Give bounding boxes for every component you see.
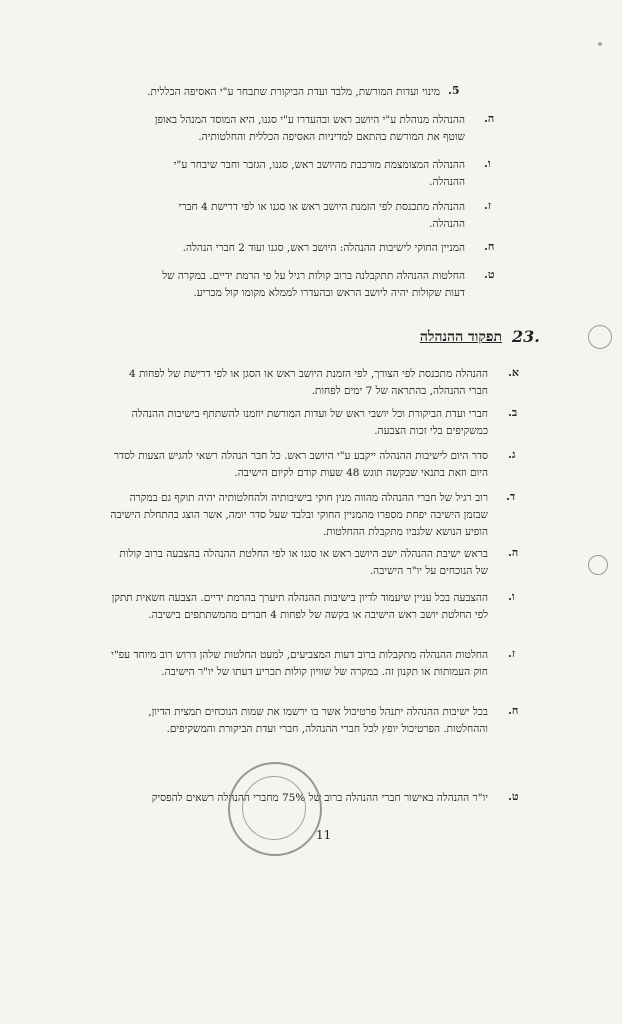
list-item (108, 704, 488, 738)
organization-stamp (228, 762, 322, 856)
item-marker: א. (508, 366, 519, 379)
punch-hole (588, 555, 608, 575)
item-marker: ט. (508, 790, 519, 803)
stamp-inner-ring (242, 776, 306, 840)
item-marker: ח. (484, 240, 495, 253)
item-text: המניין החוקי לישיבות ההנהלה: היושב ראש, סגנו ועוד 2 חברי הנהלה. (182, 242, 465, 254)
page-number: 11 (316, 828, 332, 842)
item-text: ההנהלה המצומצמת מורכבת מהיושב ראש, סגנו, הגזבר וחבר שיבחר ע"י ההנהלה. (173, 159, 465, 188)
item-text: סדר היום לישיבות ההנהלה ייקבע ע"י היושב ראש. כל חבר הנהלה רשאי להגיש הצעות לסדר היום וזאת בתנאי שבקשה תוגש 48 שעות קודם לקיום הישיבה. (113, 450, 488, 479)
punch-hole (588, 325, 612, 349)
item-marker: ה. (508, 546, 519, 559)
item-marker: ז. (508, 647, 515, 660)
item-text: ההצבעה בכל עניין שיעמוד לדיון בישיבות ההנהלה תיערך בהרמת ידיים. הצבעה חשאית תתקן לפי החלטת יושב ראש הישיבה או בקשה של לפחות 4 חברים מהמשתתפים בישיבה. (111, 592, 488, 621)
item-marker: ז. (484, 199, 491, 212)
item-marker: ג. (508, 448, 516, 461)
item-text: חברי ועדת הביקורת וכל יושבי ראש של ועדות המורשת יוזמנו להשתתף בישיבות ההנהלה כמשקיפים בלי זכות הצבעה. (131, 408, 488, 437)
list-item (108, 647, 488, 681)
item-text: ההנהלה מנוהלת ע"י היושב ראש ובהעדרו ע"י סגנו, היא המוסד המנהל באופן שוטף את המורשת בהתאם למדיניות האסיפה הכללית והחלטותיה. (154, 114, 465, 143)
item-marker: ה. (484, 112, 495, 125)
list-item (108, 406, 488, 440)
item-text: רוב רגיל של חברי ההנהלה מהווה מנין חוקי בישיבותיה ולהחלטותיה יהיה תוקף גם במקרה שבזמן הישיבה יפחת מספרו מהמניין החוקי ובלבד שעל סדר יומה, אשר הוצג בהתחלת הישיבה הופיע הנושא שלגביו מתקבלת ההחלטות. (110, 492, 488, 538)
list-item (150, 268, 465, 302)
item-text: ההנהלה מתכנסת לפי הצורך, לפי הזמנת היושב ראש או הסגן או לפי דרישת של לפחות 4 חברי ההנהלה, בהתראה של 7 ימים לפחות. (128, 368, 488, 397)
item-text: ההנהלה מתכנסת לפי הזמנת היושב ראש או סגנו או לפי דרישת 4 חברי ההנהלה. (178, 201, 465, 230)
item-text: בראש ישיבת ההנהלה ישב היושב ראש או סגנו או לפי החלטת ההנהלה בהצבעה ברוב קולות של הנוכחים על יו"ר הישיבה. (119, 548, 488, 577)
scan-speck (598, 42, 602, 46)
list-item (108, 490, 488, 541)
list-item (150, 157, 465, 191)
section-title: תפקוד ההנהלה (419, 329, 502, 345)
item-marker: ב. (508, 406, 518, 419)
list-item (170, 199, 465, 233)
list-item (125, 84, 440, 101)
item-marker: 5. (448, 84, 460, 97)
section-number: 23. (512, 327, 540, 346)
list-item (108, 448, 488, 482)
item-marker: ו. (508, 590, 515, 603)
item-text: בכל ישיבות ההנהלה יתנהל פרטיכול אשר בו ירשמו את שמות הנוכחים תמצית הדיון, וההחלטות. הפרטיכול יופץ לכל חברי ההנהלה, חברי ועדת הביקורת והמשקיפים. (148, 706, 488, 735)
list-item (150, 240, 465, 257)
item-text: החלטות ההנהלה תתקבלנה ברוב קולות רגיל על פי הרמת ידיים. במקרה של דעות שקולות יהיה ליושב הראש ובהעדרו לממלא מקומו קול מכריע. (162, 270, 465, 299)
item-marker: ח. (508, 704, 519, 717)
item-marker: ט. (484, 268, 495, 281)
list-item (108, 546, 488, 580)
list-item (108, 366, 488, 400)
list-item (108, 590, 488, 624)
item-text: יו"ר ההנהלה באישור חברי ההנהלה ברוב של 75% מחברי ההנהלה רשאים להפסיק (151, 792, 488, 804)
item-text: החלטות ההנהלה מתקבלות ברוב דעות המצביעים, למעט החלטות שלהן דרוש רוב מיוחד עפ"י חוק העמותות או תקנון זה. במקרה של שוויון קולות תכריע דעתו של יו"ר הישיבה. (111, 649, 488, 678)
item-text: מינוי ועדות המורשת, מלבד ועדת הביקורת שתבחר ע"י האסיפה הכללית. (147, 86, 440, 98)
list-item (150, 112, 465, 146)
item-marker: ו. (484, 157, 491, 170)
item-marker: ד. (506, 490, 516, 503)
